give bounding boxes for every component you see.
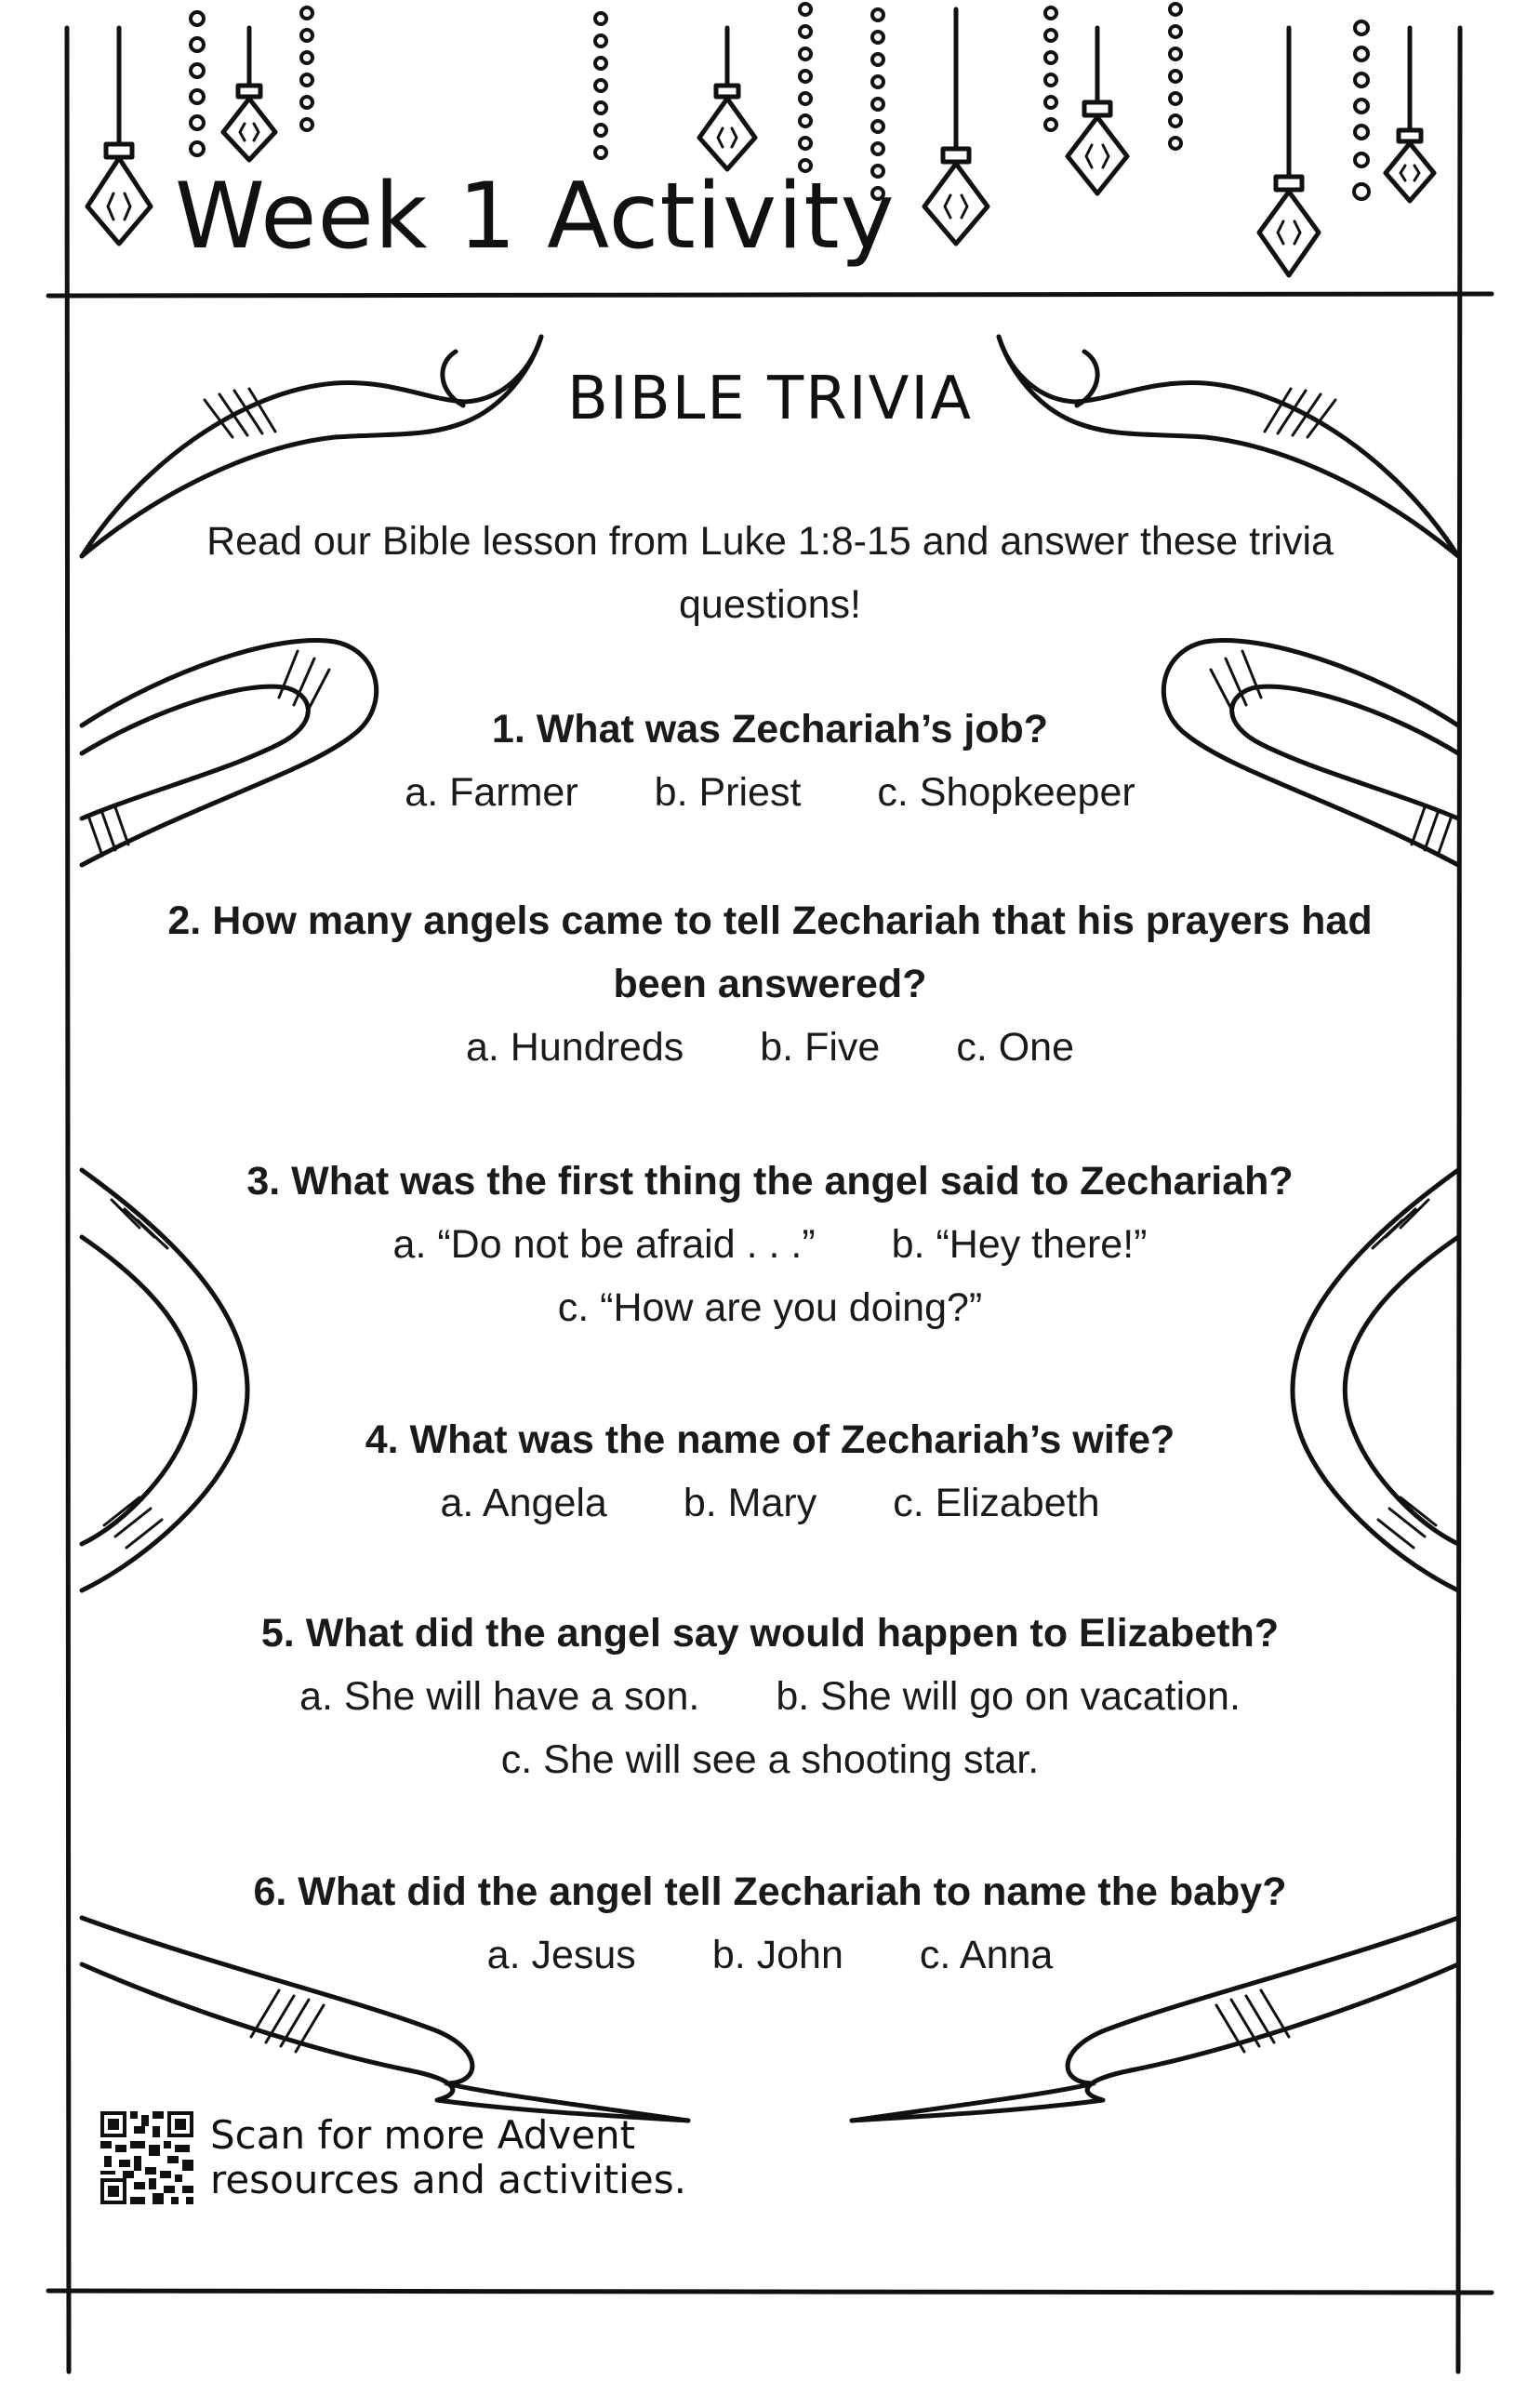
- question-text: 2. How many angels came to tell Zechariah that his prayers had been answered?: [167, 898, 1373, 1006]
- question-3: [121, 1150, 1419, 1339]
- question-2: [121, 889, 1419, 1079]
- hanging-ornament-icon: [1259, 28, 1319, 275]
- question-5: [121, 1602, 1419, 1791]
- answer-option: b. Five: [760, 1025, 881, 1070]
- question-1: [121, 698, 1419, 824]
- answer-option: b. Priest: [654, 770, 802, 815]
- question-text: 3. What was the first thing the angel said to Zechariah?: [246, 1159, 1294, 1204]
- question-4: [121, 1408, 1419, 1535]
- answer-option: a. “Do not be afraid . . .”: [392, 1222, 816, 1267]
- answer-options: [121, 1276, 1419, 1339]
- answer-option: a. Angela: [440, 1481, 607, 1525]
- answer-option: a. She will have a son.: [299, 1674, 700, 1719]
- answer-option: c. She will see a shooting star.: [500, 1737, 1040, 1782]
- answer-option: c. Anna: [919, 1933, 1054, 1977]
- section-title: BIBLE TRIVIA: [567, 365, 973, 433]
- answer-option: c. Shopkeeper: [877, 770, 1135, 815]
- qr-code-icon[interactable]: [100, 2111, 193, 2204]
- answer-option: a. Jesus: [486, 1933, 636, 1977]
- question-text: 6. What did the angel tell Zechariah to name the baby?: [253, 1869, 1287, 1914]
- question-6: [121, 1860, 1419, 1987]
- answer-options: [121, 1728, 1419, 1791]
- footer-text: [210, 2113, 686, 2202]
- answer-options: [121, 1213, 1419, 1276]
- hanging-ornament-icon: [1068, 28, 1127, 193]
- answer-option: a. Hundreds: [466, 1025, 684, 1070]
- answer-option: c. Elizabeth: [893, 1481, 1100, 1525]
- hanging-ornament-icon: [1386, 28, 1434, 201]
- question-text: 5. What did the angel say would happen to Elizabeth?: [260, 1611, 1280, 1656]
- answer-options: [121, 1016, 1419, 1079]
- answer-option: a. Farmer: [405, 770, 578, 815]
- footer-line: Scan for more Advent: [210, 2112, 636, 2158]
- answer-option: c. One: [956, 1025, 1074, 1070]
- question-text: 1. What was Zechariah’s job?: [491, 707, 1049, 752]
- answer-options: [121, 1923, 1419, 1987]
- answer-option: b. “Hey there!”: [891, 1222, 1148, 1267]
- intro-text: Read our Bible lesson from Luke 1:8-15 and answer these trivia questions!: [206, 519, 1334, 627]
- question-text: 4. What was the name of Zechariah’s wife?: [365, 1417, 1175, 1462]
- hanging-ornament-icon: [223, 28, 275, 160]
- answer-option: b. She will go on vacation.: [776, 1674, 1241, 1719]
- hanging-ornament-icon: [699, 28, 755, 169]
- footer-line: resources and activities.: [210, 2157, 686, 2202]
- hanging-ornament-icon: [87, 28, 151, 244]
- answer-options: [121, 1471, 1419, 1535]
- page-title: Week 1 Activity: [175, 164, 896, 270]
- answer-option: b. Mary: [683, 1481, 817, 1525]
- answer-options: [121, 761, 1419, 824]
- answer-options: [121, 1665, 1419, 1728]
- answer-option: c. “How are you doing?”: [557, 1285, 983, 1330]
- answer-option: b. John: [711, 1933, 843, 1977]
- hanging-ornament-icon: [924, 9, 988, 244]
